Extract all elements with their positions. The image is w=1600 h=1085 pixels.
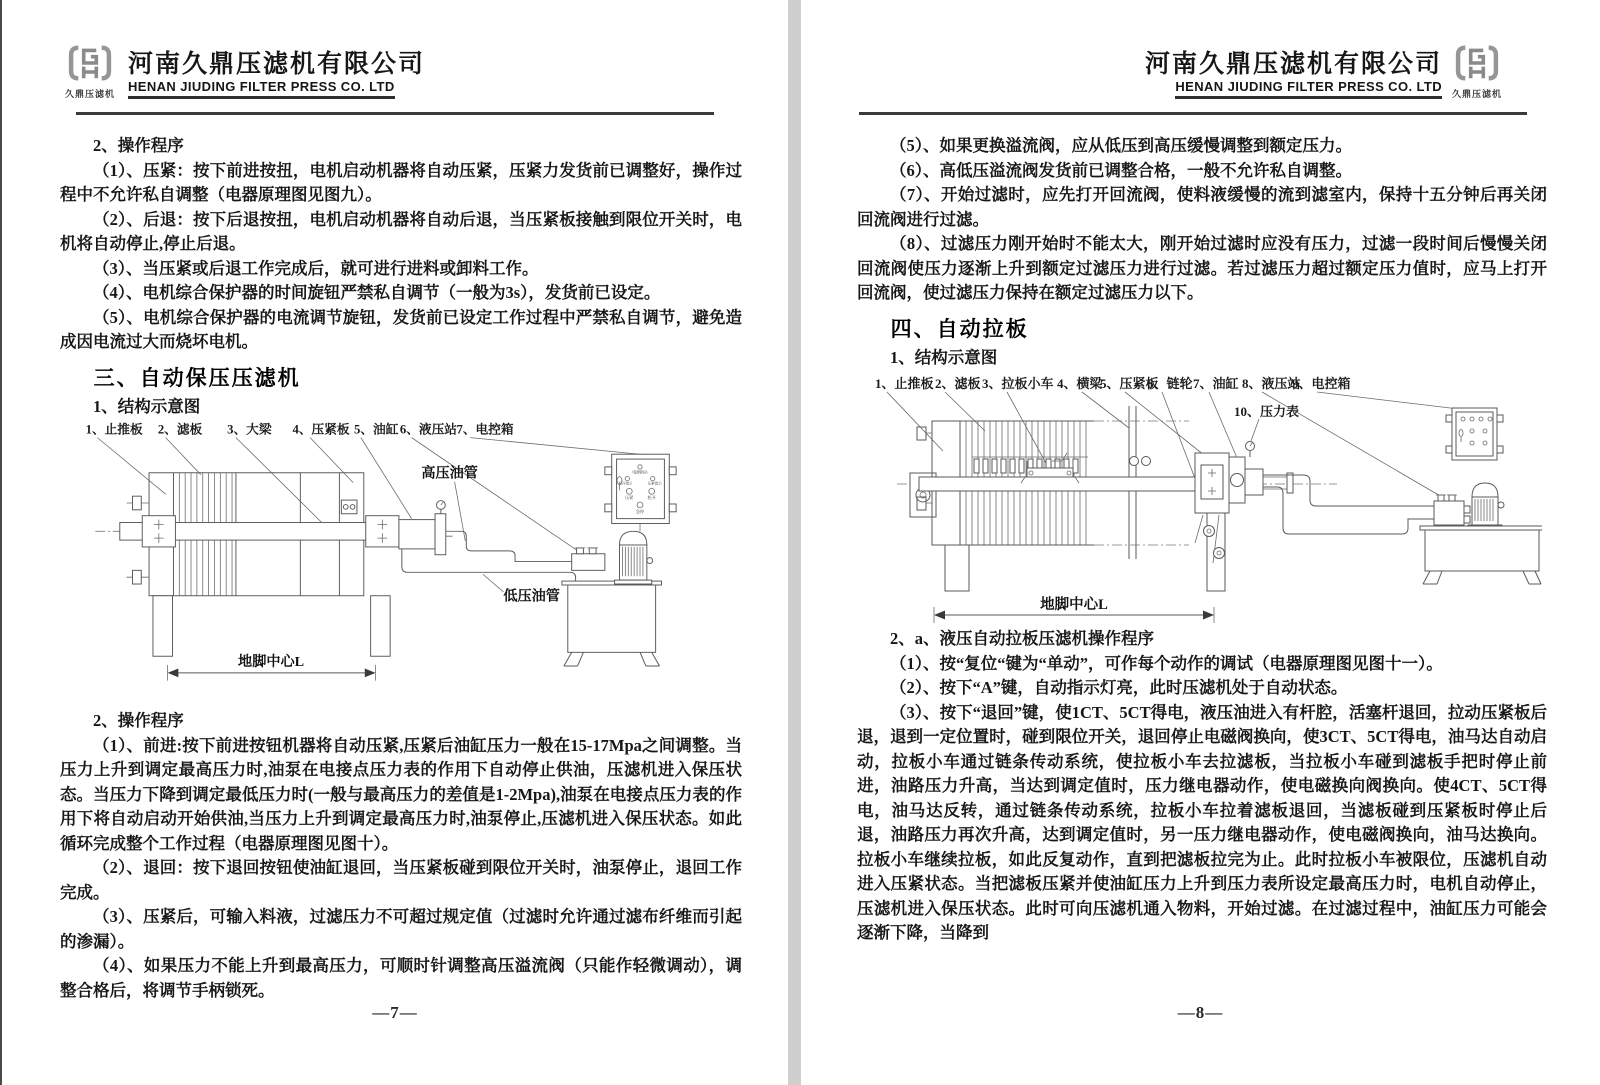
logo-caption: 久鼎压滤机 <box>1451 89 1502 99</box>
paragraph: （4）、电机综合保护器的时间旋钮严禁私自调节（一般为3s），发货前已设定。 <box>93 283 661 302</box>
logo-mark <box>1452 45 1502 81</box>
paragraph: （1）、前进:按下前进按钮机器将自动压紧,压紧后油缸压力一般在15-17Mpa之间调整。当压力上升到调定最高压力时,油泵在电接点压力表的作用下自动停止供油，压滤机进入保压状态。当压力下降到调定最低压力时(一般与最高压力的差值是1-2Mpa),油泵在电接点压力表的作用下将自动启动开始供油,当压力上升到调定最高压力时,油泵停止,压滤机进入保压状态。如此循环完成整个工作过程（电器原理图见图十）。 <box>60 735 742 853</box>
paragraph: （5）、如果更换溢流阀，应从低压到高压缓慢调整到额定压力。 <box>890 136 1352 155</box>
manual-page-8 <box>801 0 1600 1085</box>
press-diagram <box>60 422 732 707</box>
paragraph: （3）、当压紧或后退工作完成后，就可进行进料或卸料工作。 <box>93 258 539 278</box>
header-rule <box>859 112 1527 115</box>
panel-press-ind-label: 压紧指示 <box>647 481 662 486</box>
foot-center-label: 地脚中心L <box>238 654 305 671</box>
paragraph: （2）、按下“A”键，自动指示灯亮，此时压滤机处于自动状态。 <box>890 678 1348 697</box>
logo-mark <box>65 45 115 81</box>
page-header <box>801 0 1600 118</box>
paragraph: （8）、过滤压力刚开始时不能太大，刚开始过滤时应没有压力，过滤一段时间后慢慢关闭回流阀使压力逐渐上升到额定过滤压力进行过滤。若过滤压力超过额定压力值时，应马上打开回流阀，使过滤压力保持在额定过滤压力以下。 <box>857 234 1547 302</box>
diagram-label: 2、滤板 <box>157 422 203 437</box>
diagram-label: 4、压紧板 <box>292 422 350 437</box>
pull-annotations <box>934 595 1214 623</box>
control-box <box>605 454 676 523</box>
high-pressure-pipe-label: 高压油管 <box>421 465 478 482</box>
company-name-cn: 河南久鼎压滤机有限公司 <box>128 50 426 78</box>
structure-title: 1、结构示意图 <box>890 347 998 367</box>
header-rule <box>76 112 714 115</box>
company-name-en: HENAN JIUDING FILTER PRESS CO. LTD <box>128 79 395 99</box>
diagram-label: 5、油缸 <box>354 422 399 437</box>
panel-loosen-label: 松开 <box>647 495 656 501</box>
company-name-block <box>128 50 425 99</box>
diagram-label: 10、压力表 <box>1234 404 1300 419</box>
panel-loosen-ind-label: 松开指示 <box>618 481 633 486</box>
jiuding-logo <box>1449 45 1505 100</box>
diagram-label: 6、液压站 <box>399 422 457 437</box>
page-number-8: —8— <box>1177 1003 1224 1022</box>
page-header <box>2 0 788 118</box>
press-main-beam <box>120 516 399 547</box>
diagram-label: 3、拉板小车 <box>982 376 1054 391</box>
press-oil-cylinder <box>399 501 458 555</box>
pull-plate-diagram <box>857 373 1542 625</box>
pull-left-leg <box>945 545 969 591</box>
pull-control-box <box>1446 408 1503 460</box>
diagram-label: 1、止推板 <box>85 422 143 437</box>
jiuding-logo <box>62 45 118 100</box>
pull-diagram-labels <box>875 376 1467 523</box>
panel-power-label: 电源指示 <box>632 469 648 475</box>
manual-page-7 <box>0 0 788 1085</box>
ops-title: 2、操作程序 <box>93 136 184 155</box>
diagram-label: 8、液压站 <box>1242 376 1301 391</box>
section-title-4: 四、自动拉板 <box>890 317 1029 341</box>
hydraulic-station <box>562 524 662 667</box>
diagram-label: 4、横梁 <box>1057 376 1103 391</box>
foot-center-label: 地脚中心L <box>1040 597 1108 613</box>
paragraph: （6）、高低压溢流阀发货前已调整合格，一般不允许私自调整。 <box>890 160 1352 180</box>
structure-title: 1、结构示意图 <box>93 396 201 416</box>
page-number-7: —7— <box>372 1003 418 1022</box>
ops2-title: 2、操作程序 <box>93 711 184 730</box>
page7-content <box>60 118 742 1003</box>
paragraph: （3）、按下“退回”键，使1CT、5CT得电，液压油进入有杆腔，活塞杆退回，拉动压紧板后退，退到一定位置时，碰到限位开关，退回停止电磁阀换向，使3CT、5CT得电，油马达自动启动，拉板小车通过链条传动系统，使拉板小车去拉滤板，当拉板小车碰到滤板手把时停止前进，油路压力升高，当达到调定值时，压力继电器动作，使电磁换向阀换向。使4CT、5CT得电，油马达反转，通过链条传动系统，拉板小车拉着滤板退回，当滤板碰到压紧板时停止后退，油路压力再次升高，达到调定值时，另一压力继电器动作，使电磁阀换向，油马达换向。拉板小车继续拉板，如此反复动作，直到把滤板拉完为止。此时拉板小车被限位，压滤机自动进入压紧状态。当把滤板压紧并使油缸压力上升到压力表所设定最高压力时，电机自动停止，压滤机进入保压状态。此时可向压滤机通入物料，开始过滤。在过滤过程中，油缸压力可能会逐渐下降，当降到 <box>857 702 1547 942</box>
low-pressure-pipe-label: 低压油管 <box>503 588 560 605</box>
diagram-label: 7、油缸 <box>1193 376 1239 391</box>
page8-content <box>857 118 1547 946</box>
press-legs <box>153 596 390 657</box>
pull-plate-diagram-figure <box>857 373 1547 625</box>
paragraph: （1）、压紧：按下前进按扭，电机启动机器将自动压紧，压紧力发货前已调整好，操作过程中不允许私自调整（电器原理图见图九）。 <box>60 160 742 204</box>
chain-wheel-assembly <box>1195 513 1225 591</box>
paragraph: （4）、如果压力不能上升到最高压力，可顺时针调整高压溢流阀（只能作轻微调动），调整合格后，将调节手柄锁死。 <box>60 956 742 1000</box>
panel-press-label: 压紧 <box>625 495 634 501</box>
company-name-en: HENAN JIUDING FILTER PRESS CO. LTD <box>1175 79 1442 99</box>
diagram-label: 1、止推板 <box>875 376 934 391</box>
paragraph: （3）、压紧后，可输入料液，过滤压力不可超过规定值（过滤时允许通过滤布纤维而引起的渗漏）。 <box>60 907 742 951</box>
paragraph: （7）、开始过滤时，应先打开回流阀，使料液缓慢的流到滤室内，保持十五分钟后再关闭回流阀进行过滤。 <box>857 185 1547 229</box>
company-name-cn: 河南久鼎压滤机有限公司 <box>1144 50 1442 78</box>
paragraph: （5）、电机综合保护器的电流调节旋钮，发货前已设定工作过程中严禁私自调节，避免造成因电流过大而烧坏电机。 <box>60 307 742 351</box>
diagram-label: 9、电控箱 <box>1292 376 1351 391</box>
diagram-label: 5、压紧板 <box>1100 376 1159 391</box>
panel-stop-label: 急停 <box>635 508 645 514</box>
paragraph: （2）、后退：按下后退按扭，电机启动机器将自动后退，当压紧板接触到限位开关时，电机将自动停止,停止后退。 <box>60 209 742 253</box>
company-name-block <box>1145 50 1442 99</box>
logo-caption: 久鼎压滤机 <box>64 89 115 99</box>
press-diagram-figure <box>60 422 742 707</box>
paragraph: （2）、退回：按下退回按钮使油缸退回，当压紧板碰到限位开关时，油泵停止，退回工作完成。 <box>60 858 742 902</box>
diagram-label: 2、滤板 <box>935 376 981 391</box>
diagram-label: 7、电控箱 <box>456 422 514 437</box>
section-title-3: 三、自动保压压滤机 <box>93 366 301 390</box>
diagram-label: 6、链轮 <box>1147 376 1193 391</box>
pull-press-plate-assembly <box>1195 442 1293 514</box>
paragraph: （1）、按“复位“键为“单动”，可作每个动作的调试（电器原理图见图十一）。 <box>890 653 1443 673</box>
pull-hydraulic-station <box>1420 483 1542 584</box>
diagram-label: 3、大梁 <box>227 422 272 437</box>
ops2-title: 2、a、液压自动拉板压滤机操作程序 <box>890 629 1154 648</box>
